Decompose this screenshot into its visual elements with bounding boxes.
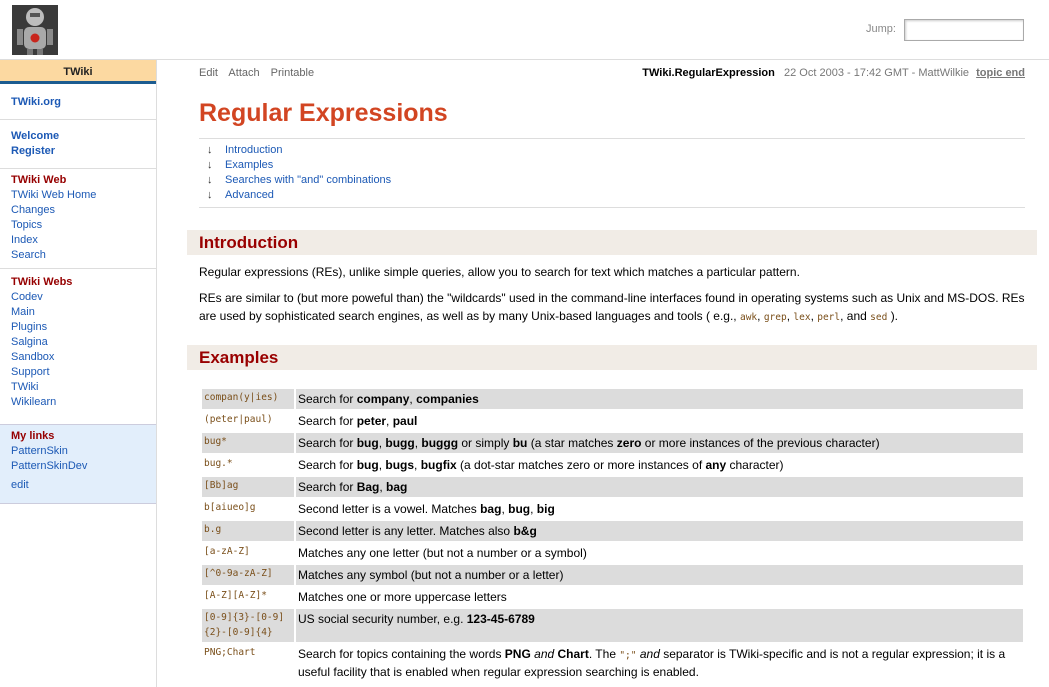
description-text: ,: [501, 502, 509, 516]
toc-item: [207, 173, 1025, 188]
toc-item: [207, 188, 1025, 203]
left-sidebar: [0, 60, 157, 687]
my-links-edit-link[interactable]: edit: [11, 479, 29, 491]
my-links-heading: My links: [11, 430, 55, 442]
web-heading[interactable]: TWiki Web: [11, 174, 67, 186]
down-arrow-icon: ↓: [207, 189, 213, 201]
regex-cell: [0-9]{3}-[0-9]{2}-[0-9]{4}: [202, 609, 294, 642]
description-text: ";": [619, 650, 637, 661]
jump-input[interactable]: [904, 19, 1024, 41]
introduction-heading: Introduction: [187, 230, 1037, 255]
page-title: Regular Expressions: [199, 99, 448, 127]
description-text: separator is TWiki-specific and is not a regular expression; it is a useful facility that is enabled when regular expression searching is enabled.: [298, 647, 1006, 679]
match-example: b&g: [513, 524, 537, 538]
toc-link-advanced[interactable]: Advanced: [225, 189, 274, 201]
sidebar-item-index[interactable]: Index: [11, 234, 38, 246]
tool-perl: perl: [817, 312, 841, 323]
description-text: ,: [379, 480, 387, 494]
match-example: bug: [356, 436, 379, 450]
tool-lex: lex: [793, 312, 811, 323]
description-text: ,: [414, 436, 422, 450]
description-text: (a dot-star matches zero or more instances of: [456, 458, 706, 472]
description-cell: [296, 455, 1023, 475]
description-text: Search for: [298, 392, 357, 406]
match-example: company: [356, 392, 410, 406]
sidebar-item-changes[interactable]: Changes: [11, 204, 56, 216]
table-row: [202, 587, 1023, 607]
sidebar-item-plugins[interactable]: Plugins: [11, 321, 48, 333]
table-row: [202, 521, 1023, 541]
description-cell: [296, 543, 1023, 563]
regex-cell: compan(y|ies): [202, 389, 294, 409]
table-row: [202, 609, 1023, 642]
webs-heading: TWiki Webs: [11, 276, 73, 288]
match-example: bag: [386, 480, 408, 494]
description-text: Matches any one letter (but not a number or a symbol): [298, 546, 587, 560]
tool-grep: grep: [763, 312, 787, 323]
sidebar-item-twiki[interactable]: TWiki: [11, 381, 39, 393]
description-text: Matches any symbol (but not a number or a letter): [298, 568, 564, 582]
twiki-logo[interactable]: [12, 5, 58, 55]
description-text: Second letter is any letter. Matches also: [298, 524, 514, 538]
description-text: ,: [378, 436, 386, 450]
description-text: Second letter is a vowel. Matches: [298, 502, 481, 516]
match-example: bug: [356, 458, 379, 472]
match-example: bug: [508, 502, 531, 516]
sidebar-item-support[interactable]: Support: [11, 366, 50, 378]
match-example: companies: [416, 392, 479, 406]
match-example: 123-45-6789: [466, 612, 535, 626]
web-links-group: [0, 169, 156, 269]
main-content: [187, 60, 1037, 684]
table-row: [202, 565, 1023, 585]
table-row: [202, 411, 1023, 431]
sidebar-item-patternskindev[interactable]: PatternSkinDev: [11, 460, 88, 472]
match-example: bag: [480, 502, 502, 516]
description-cell: [296, 499, 1023, 519]
description-text: . The: [588, 647, 620, 661]
table-row: [202, 433, 1023, 453]
toc-link-introduction[interactable]: Introduction: [225, 144, 283, 156]
description-cell: [296, 433, 1023, 453]
register-link[interactable]: Register: [11, 145, 56, 157]
description-text: Search for: [298, 414, 357, 428]
description-cell: [296, 609, 1023, 642]
description-text: Search for: [298, 458, 357, 472]
sidebar-item-wikilearn[interactable]: Wikilearn: [11, 396, 57, 408]
description-text: ,: [530, 502, 537, 516]
regex-cell: [Bb]ag: [202, 477, 294, 497]
table-row: [202, 389, 1023, 409]
sidebar-item-codev[interactable]: Codev: [11, 291, 43, 303]
description-text: Search for: [298, 436, 357, 450]
action-bar: [187, 60, 1037, 86]
match-example: bugs: [385, 458, 415, 472]
intro-paragraph-2: REs are similar to (but more poweful than) the "wildcards" used in the command-line interfaces found in operating systems such as Unix and MS-DOS. REs are used by sophisticated search engines, as well as by many Unix-based languages and tools ( e.g., awk, grep, lex, perl, and sed ).: [199, 291, 1025, 323]
account-group: [0, 120, 156, 169]
match-example: bu: [512, 436, 528, 450]
my-links-panel: [0, 424, 156, 504]
description-text: ,: [414, 458, 421, 472]
description-text: or more instances of the previous character): [641, 436, 880, 450]
description-text: US social security number, e.g.: [298, 612, 467, 626]
description-text: and: [534, 647, 555, 661]
revision-info: 22 Oct 2003 - 17:42 GMT - MattWilkie: [784, 67, 970, 79]
twiki-org-link[interactable]: TWiki.org: [11, 96, 62, 108]
welcome-link[interactable]: Welcome: [11, 130, 60, 142]
regex-cell: bug*: [202, 433, 294, 453]
description-text: and: [639, 647, 660, 661]
site-link-group: [0, 84, 156, 120]
printable-link[interactable]: Printable: [270, 67, 315, 79]
action-links: [199, 60, 322, 86]
match-example: Bag: [356, 480, 380, 494]
table-row: [202, 543, 1023, 563]
description-text: ,: [386, 414, 393, 428]
match-example: paul: [392, 414, 418, 428]
match-example: big: [536, 502, 555, 516]
intro-p2-and: and: [846, 309, 867, 323]
web-title: TWiki: [0, 60, 156, 84]
description-text: ,: [378, 458, 386, 472]
regex-cell: [a-zA-Z]: [202, 543, 294, 563]
table-row: [202, 499, 1023, 519]
sidebar-item-patternskin[interactable]: PatternSkin: [11, 445, 68, 457]
tool-awk: awk: [739, 312, 758, 323]
table-row: [202, 644, 1023, 682]
description-text: or simply: [458, 436, 513, 450]
description-cell: [296, 565, 1023, 585]
down-arrow-icon: ↓: [207, 174, 213, 186]
match-example: PNG: [504, 647, 531, 661]
regex-cell: [A-Z][A-Z]*: [202, 587, 294, 607]
top-bar: [0, 0, 1049, 60]
match-example: any: [705, 458, 727, 472]
toc-item: [207, 143, 1025, 158]
description-cell: [296, 587, 1023, 607]
toc-item: [207, 158, 1025, 173]
regex-cell: [^0-9a-zA-Z]: [202, 565, 294, 585]
tool-sed: sed: [870, 312, 888, 323]
down-arrow-icon: ↓: [207, 144, 213, 156]
toc-link-examples[interactable]: Examples: [225, 159, 274, 171]
robot-logo-icon: [12, 5, 58, 55]
match-example: zero: [616, 436, 642, 450]
jump-label: Jump:: [866, 23, 896, 35]
match-example: bugg: [385, 436, 415, 450]
examples-heading: Examples: [187, 345, 1037, 370]
regex-cell: b[aiueo]g: [202, 499, 294, 519]
regex-cell: PNG;Chart: [202, 644, 294, 682]
attach-link[interactable]: Attach: [228, 67, 260, 79]
description-cell: [296, 644, 1023, 682]
table-row: [202, 477, 1023, 497]
match-example: peter: [356, 414, 387, 428]
examples-table: [200, 387, 1025, 684]
match-example: Chart: [557, 647, 589, 661]
sidebar-item-main[interactable]: Main: [11, 306, 35, 318]
description-text: (a star matches: [527, 436, 617, 450]
description-text: character): [726, 458, 784, 472]
edit-link[interactable]: Edit: [199, 67, 218, 79]
description-text: Matches one or more uppercase letters: [298, 590, 507, 604]
regex-cell: (peter|paul): [202, 411, 294, 431]
description-text: ,: [409, 392, 417, 406]
description-cell: [296, 411, 1023, 431]
match-example: buggg: [421, 436, 459, 450]
topic-info: [642, 60, 1025, 86]
intro-p2-end: ).: [890, 309, 899, 323]
sidebar-item-salgina[interactable]: Salgina: [11, 336, 48, 348]
sidebar-item-sandbox[interactable]: Sandbox: [11, 351, 55, 363]
down-arrow-icon: ↓: [207, 159, 213, 171]
description-text: Search for: [298, 480, 357, 494]
topic-end-link[interactable]: topic end: [976, 67, 1025, 79]
regex-cell: b.g: [202, 521, 294, 541]
topic-name: TWiki.RegularExpression: [642, 67, 775, 79]
intro-paragraph-1: Regular expressions (REs), unlike simple queries, allow you to search for text which matches a particular pattern.: [199, 265, 800, 279]
description-text: Search for topics containing the words: [298, 647, 505, 661]
sidebar-item-search[interactable]: Search: [11, 249, 46, 261]
webs-group: [0, 269, 156, 424]
match-example: bugfix: [420, 458, 457, 472]
table-of-contents: [199, 138, 1025, 208]
sidebar-item-web-home[interactable]: TWiki Web Home: [11, 189, 97, 201]
regex-cell: bug.*: [202, 455, 294, 475]
description-cell: [296, 521, 1023, 541]
intro-p2-text: REs are similar to (but more poweful than) the "wildcards" used in the command-line interfaces found in operating systems such as Unix and MS-DOS. REs are used by sophisticated search engines, as well as by many Unix-based languages and tools ( e.g.,: [199, 291, 1025, 323]
toc-link-and-searches[interactable]: Searches with "and" combinations: [225, 174, 392, 186]
sidebar-item-topics[interactable]: Topics: [11, 219, 43, 231]
table-row: [202, 455, 1023, 475]
description-cell: [296, 477, 1023, 497]
description-cell: [296, 389, 1023, 409]
